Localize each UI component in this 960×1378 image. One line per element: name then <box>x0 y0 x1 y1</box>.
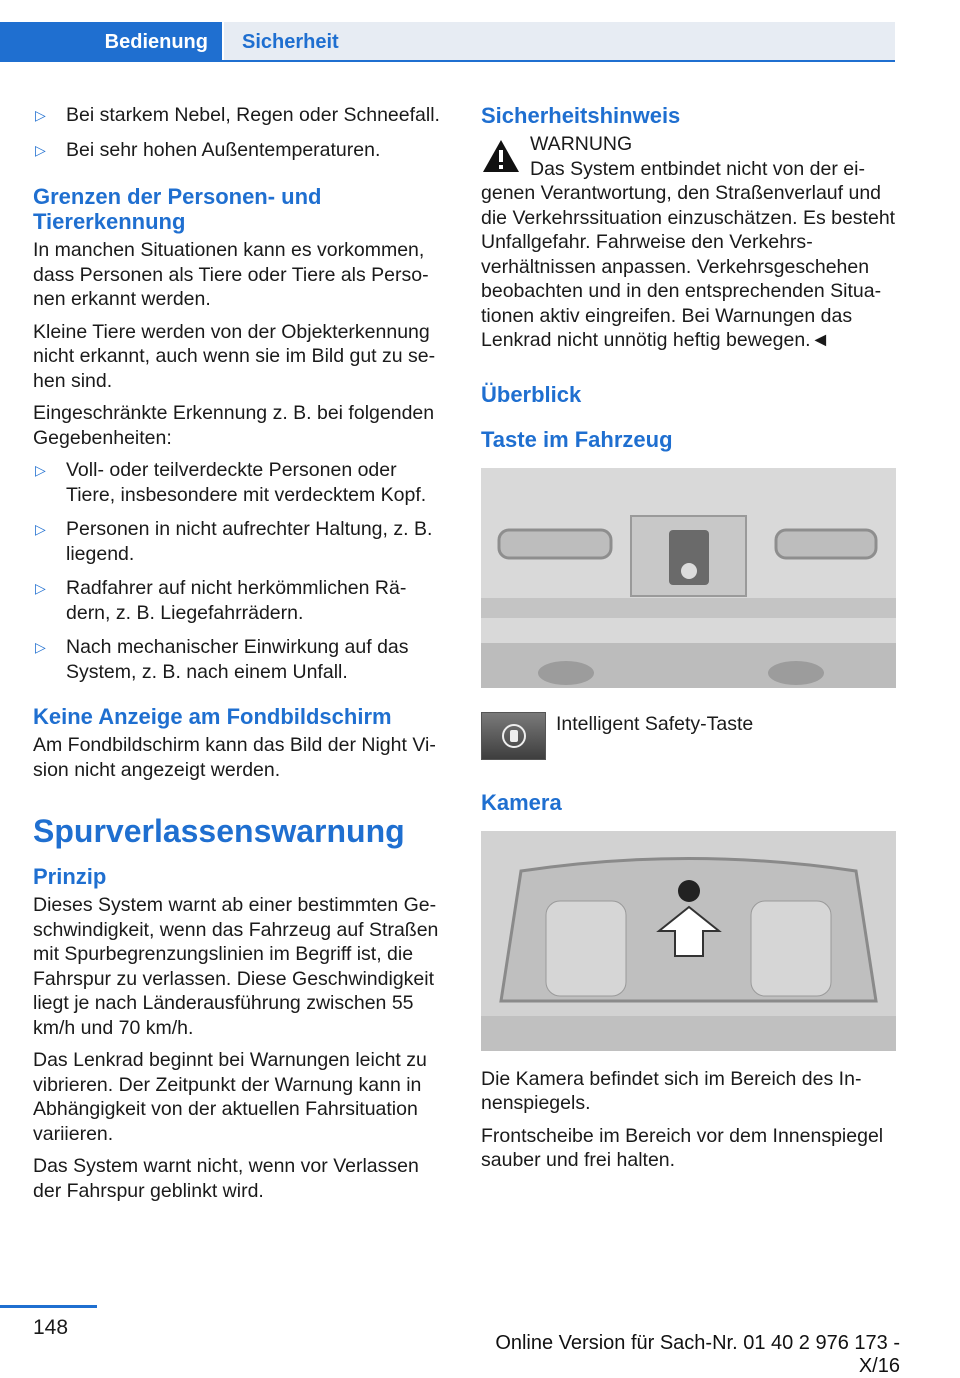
warning-label: WARNUNG <box>530 133 633 155</box>
button-caption: Intelligent Safety-Taste <box>556 712 754 735</box>
intelligent-safety-button-icon <box>481 712 546 760</box>
camera-photo <box>481 831 896 1051</box>
header-divider <box>0 60 895 62</box>
header-tabs <box>0 22 895 62</box>
button-legend-row <box>481 696 896 760</box>
paragraph: Am Fondbildschirm kann das Bild der Night Vision nicht angezeigt werden. <box>33 734 436 781</box>
paragraph: Frontscheibe im Bereich vor dem Innenspiegel sauber und frei halten. <box>481 1124 884 1171</box>
list-item: ▷ Personen in nicht aufrechter Haltung, z. B. liegend. <box>33 517 443 566</box>
dashboard-illustration <box>481 468 896 688</box>
warning-triangle-icon <box>481 136 521 176</box>
recognition-bullet-list <box>33 458 443 684</box>
heading-prinzip: Prinzip <box>33 864 107 889</box>
paragraph: Das System warnt nicht, wenn vor Verlassen der Fahrspur geblinkt wird. <box>33 1155 419 1202</box>
left-column <box>33 103 443 1211</box>
weather-bullet-list <box>33 103 443 162</box>
online-version: Online Version für Sach-Nr. 01 40 2 976 173 - X/16 <box>495 1332 900 1377</box>
dashboard-button-photo <box>481 468 896 688</box>
right-column <box>481 103 896 1181</box>
paragraph: In manchen Situationen kann es vorkommen, dass Personen als Tiere oder Tiere als Personen erkannt werden. <box>33 239 429 310</box>
tab-bedienung[interactable]: Bedienung <box>0 22 222 60</box>
heading-sicherheitshinweis: Sicherheitshinweis <box>481 103 681 128</box>
heading-fondbildschirm: Keine Anzeige am Fondbildschirm <box>33 704 392 729</box>
warning-box <box>481 132 896 353</box>
footer-divider <box>0 1305 97 1308</box>
warning-text <box>481 157 896 353</box>
paragraph: Das Lenkrad beginnt bei Warnungen leicht zu vibrieren. Der Zeitpunkt der Warnung kann in Abhängigkeit von der aktuellen Fahrsituation variieren. <box>33 1049 427 1145</box>
list-item: ▷ Bei sehr hohen Außentemperaturen. <box>33 138 443 163</box>
heading-ueberblick: Überblick <box>481 381 582 407</box>
tab-sicherheit[interactable]: Sicherheit <box>224 22 895 60</box>
list-item: ▷ Bei starkem Nebel, Regen oder Schneefall. <box>33 103 443 128</box>
heading-taste: Taste im Fahrzeug <box>481 426 673 452</box>
paragraph: Die Kamera befindet sich im Bereich des Innenspiegels. <box>481 1067 862 1114</box>
list-item: ▷ Nach mechanischer Einwirkung auf das System, z. B. nach einem Unfall. <box>33 635 443 684</box>
list-item: ▷ Radfahrer auf nicht herkömmlichen Rädern, z. B. Liegefahrrädern. <box>33 576 443 625</box>
page-number: 148 <box>33 1316 69 1339</box>
list-item: ▷ Voll- oder teilverdeckte Personen oder Tiere, insbesondere mit verdecktem Kopf. <box>33 458 443 507</box>
heading-grenzen: Grenzen der Personen- und Tiererkennung <box>33 184 322 234</box>
paragraph: Dieses System warnt ab einer bestimmten Geschwindigkeit, wenn das Fahrzeug auf Straßen mit Spurbegrenzungslinien im Begriff ist, die Fahrspur zu verlassen. Diese Geschwindigkeit liegt je nach Länderausführung zwischen 55 km/h und 70 km/h. <box>33 894 439 1039</box>
heading-spurverlassenswarnung: Spurverlassenswarnung <box>33 813 405 849</box>
paragraph: Eingeschränkte Erkennung z. B. bei folgenden Gegebenheiten: <box>33 402 435 449</box>
warning-body: Das System entbindet nicht von der eigenen Verantwortung, den Straßenverlauf und die Verkehrssituation einzuschätzen. Es besteht Unfallgefahr. Fahrweise den Verkehrsverhältnissen anpassen. Verkehrsgeschehen beobachten und in den entsprechenden Situationen aktiv eingreifen. Bei Warnungen das Lenkrad nicht unnötig heftig bewegen.◄ <box>481 157 896 351</box>
paragraph: Kleine Tiere werden von der Objekterkennung nicht erkannt, auch wenn sie im Bild gut zu sehen sind. <box>33 320 436 392</box>
windshield-illustration <box>481 831 896 1051</box>
heading-kamera: Kamera <box>481 789 562 815</box>
